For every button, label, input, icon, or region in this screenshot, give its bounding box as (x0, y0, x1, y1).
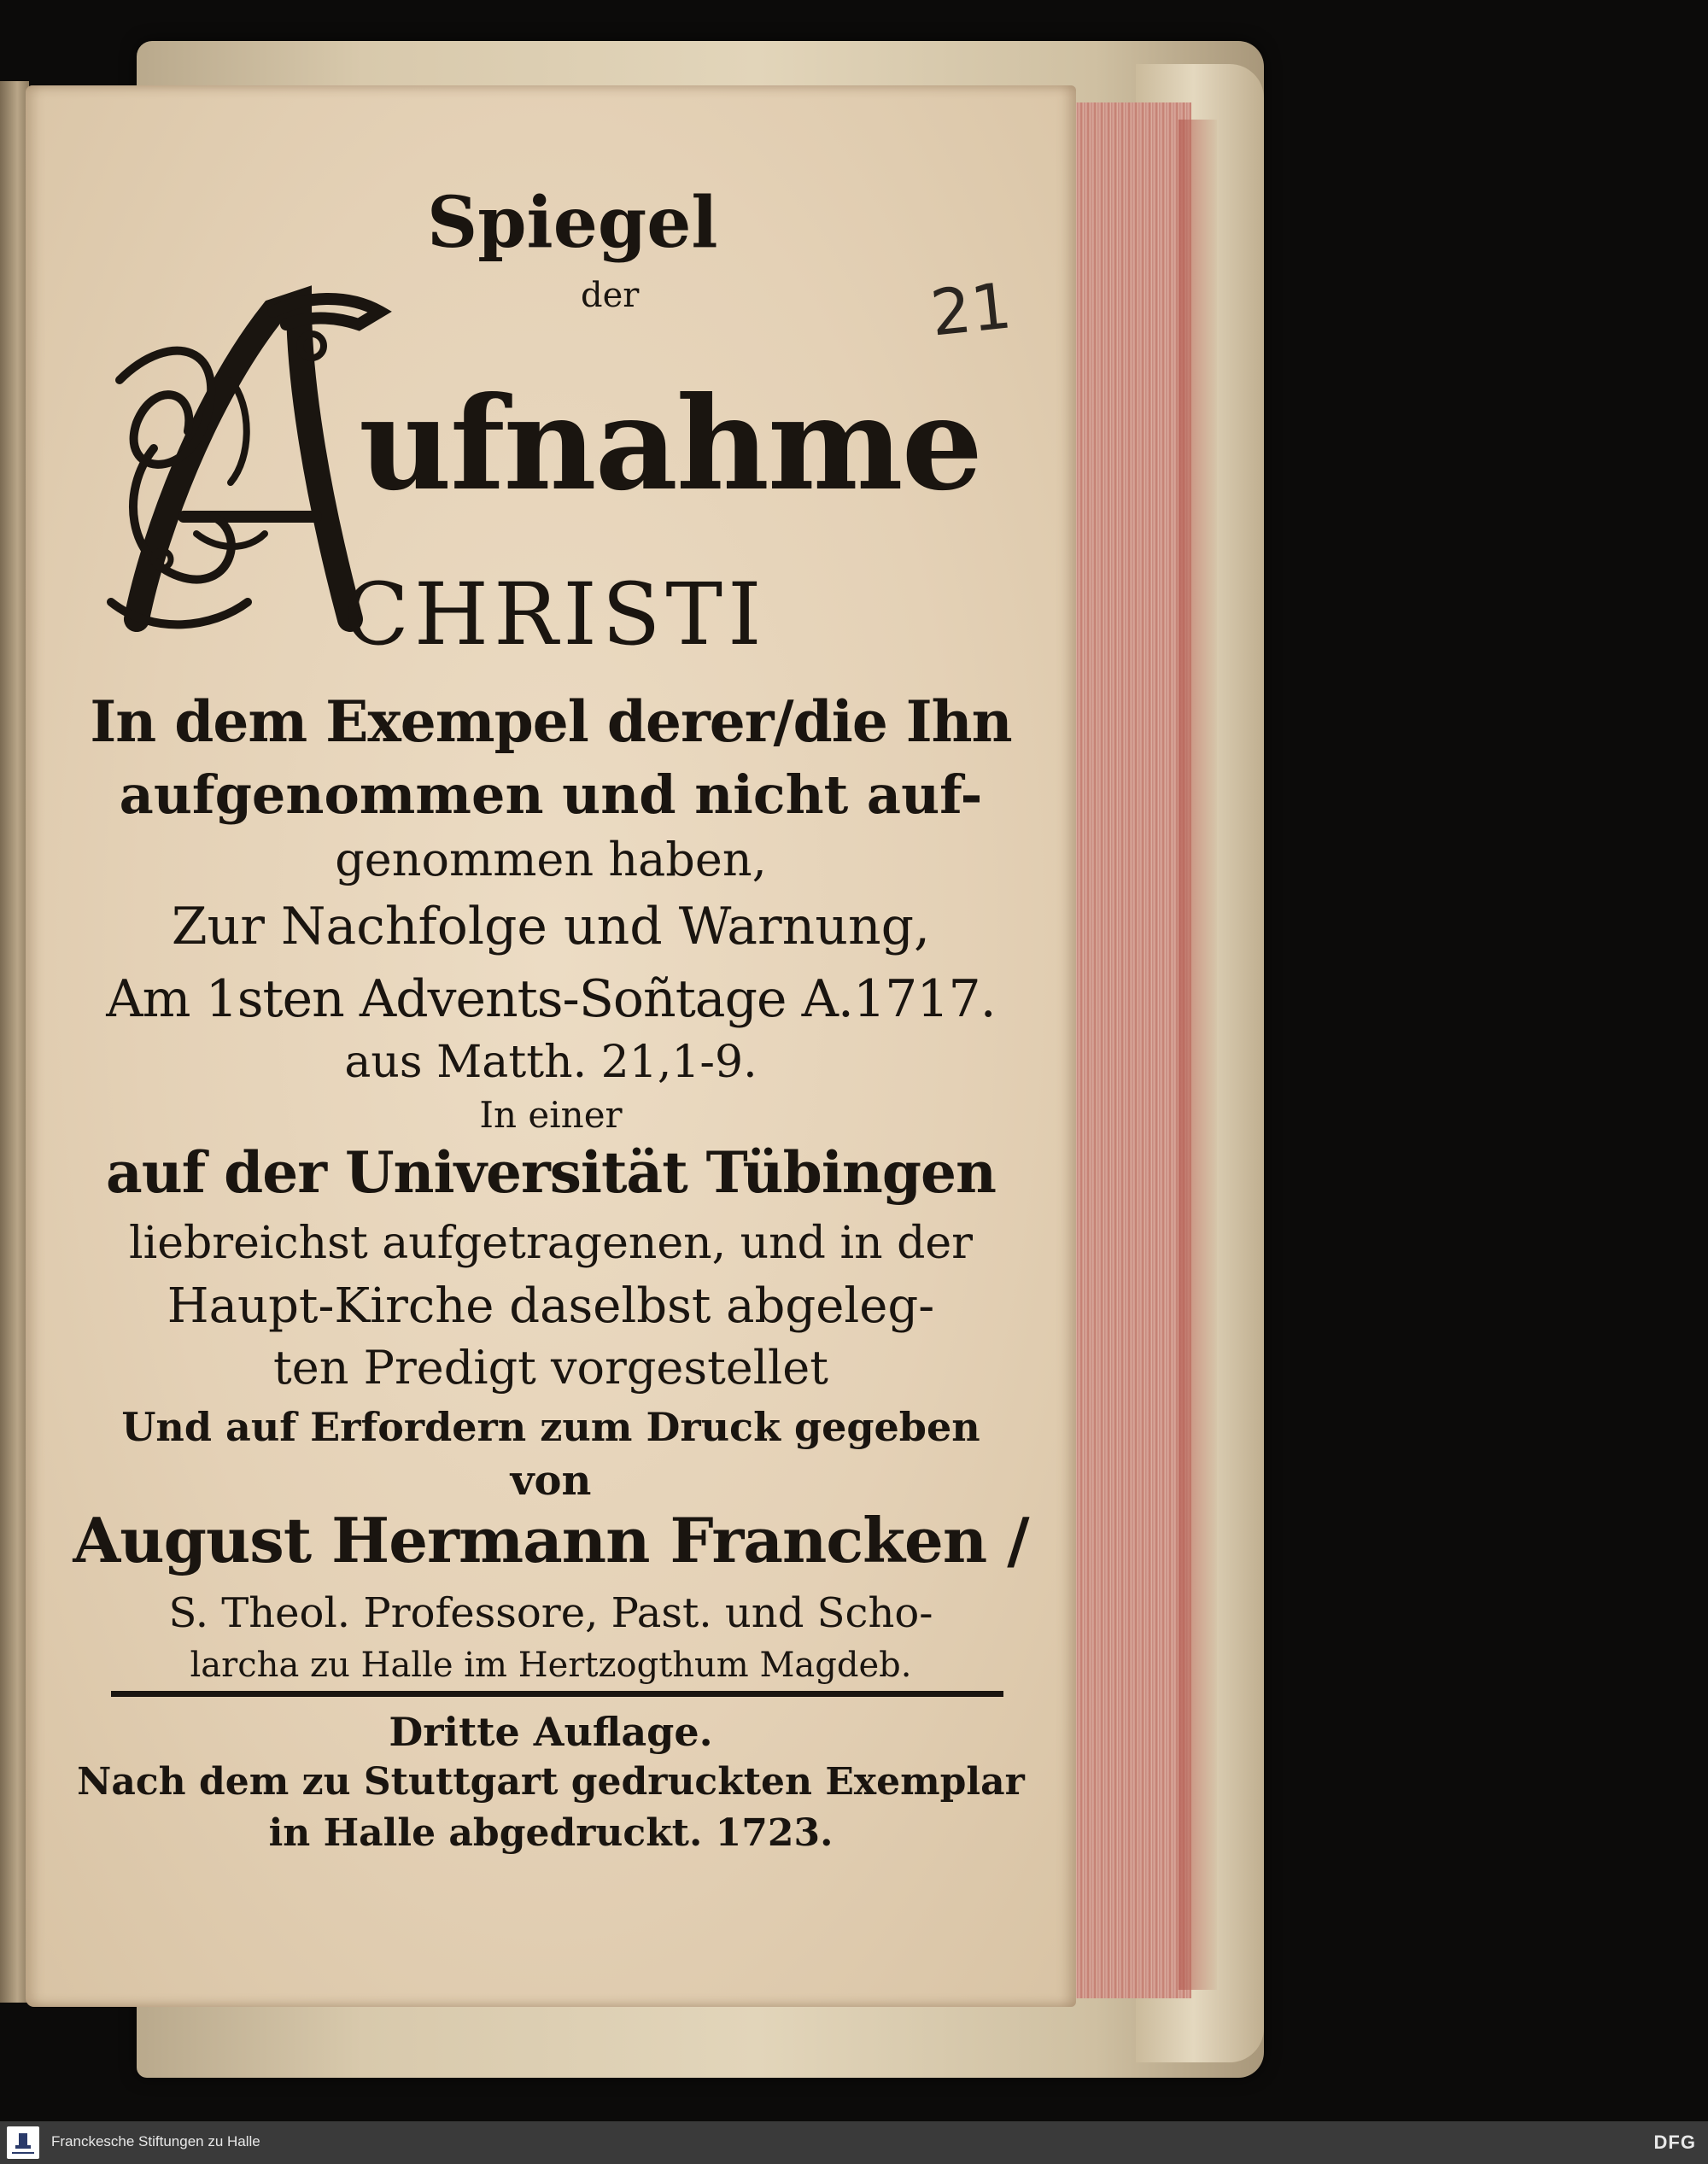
title-page (26, 85, 1076, 2007)
text-line-7: In einer (479, 1094, 623, 1136)
author-title-1: S. Theol. Professore, Past. und Scho- (168, 1589, 933, 1637)
title-word-aufnahme: ufnahme (359, 369, 982, 519)
dfg-logo: DFG (1653, 2132, 1696, 2153)
author-title-2: larcha zu Halle im Hertzogthum Magdeb. (190, 1646, 912, 1685)
text-line-4: Zur Nachfolge und Warnung, (171, 897, 931, 956)
title-word-christi: CHRISTI (343, 564, 767, 664)
footer-bar (0, 2121, 1708, 2164)
text-line-10: Haupt-Kirche daselbst abgeleg- (167, 1278, 935, 1334)
text-line-12: Und auf Erfordern zum Druck gegeben (121, 1404, 980, 1450)
text-line-13: von (510, 1457, 592, 1505)
text-line-3: genommen haben, (335, 833, 767, 886)
edition: Dritte Auflage. (389, 1709, 713, 1755)
red-page-edges (1063, 102, 1191, 1998)
title-word-der: der (581, 276, 640, 315)
text-line-5: Am 1sten Advents-Soñtage A.1717. (106, 969, 996, 1029)
handwritten-number: 21 (927, 269, 1015, 351)
text-line-1: In dem Exempel derer/die Ihn (90, 688, 1012, 755)
imprint-line-1: Nach dem zu Stuttgart gedruckten Exemplar (77, 1760, 1025, 1804)
author-name: August Hermann Francken / (73, 1504, 1029, 1576)
imprint-line-2: in Halle abgedruckt. 1723. (268, 1811, 834, 1855)
text-line-2: aufgenommen und nicht auf- (119, 763, 983, 826)
text-line-6: aus Matth. 21,1-9. (344, 1037, 757, 1088)
institution-logo (7, 2126, 39, 2159)
adjacent-page-edge (0, 81, 29, 2003)
institution-logo-icon (7, 2126, 39, 2159)
text-line-9: liebreichst aufgetragenen, und in der (128, 1218, 974, 1269)
title-word-spiegel: Spiegel (427, 182, 718, 264)
institution-name: Franckesche Stiftungen zu Halle (51, 2133, 260, 2149)
text-line-8: auf der Universität Tübingen (105, 1139, 997, 1206)
horizontal-rule (111, 1691, 1003, 1697)
page-edge-shade (1179, 120, 1217, 1990)
text-line-11: ten Predigt vorgestellet (273, 1341, 828, 1395)
